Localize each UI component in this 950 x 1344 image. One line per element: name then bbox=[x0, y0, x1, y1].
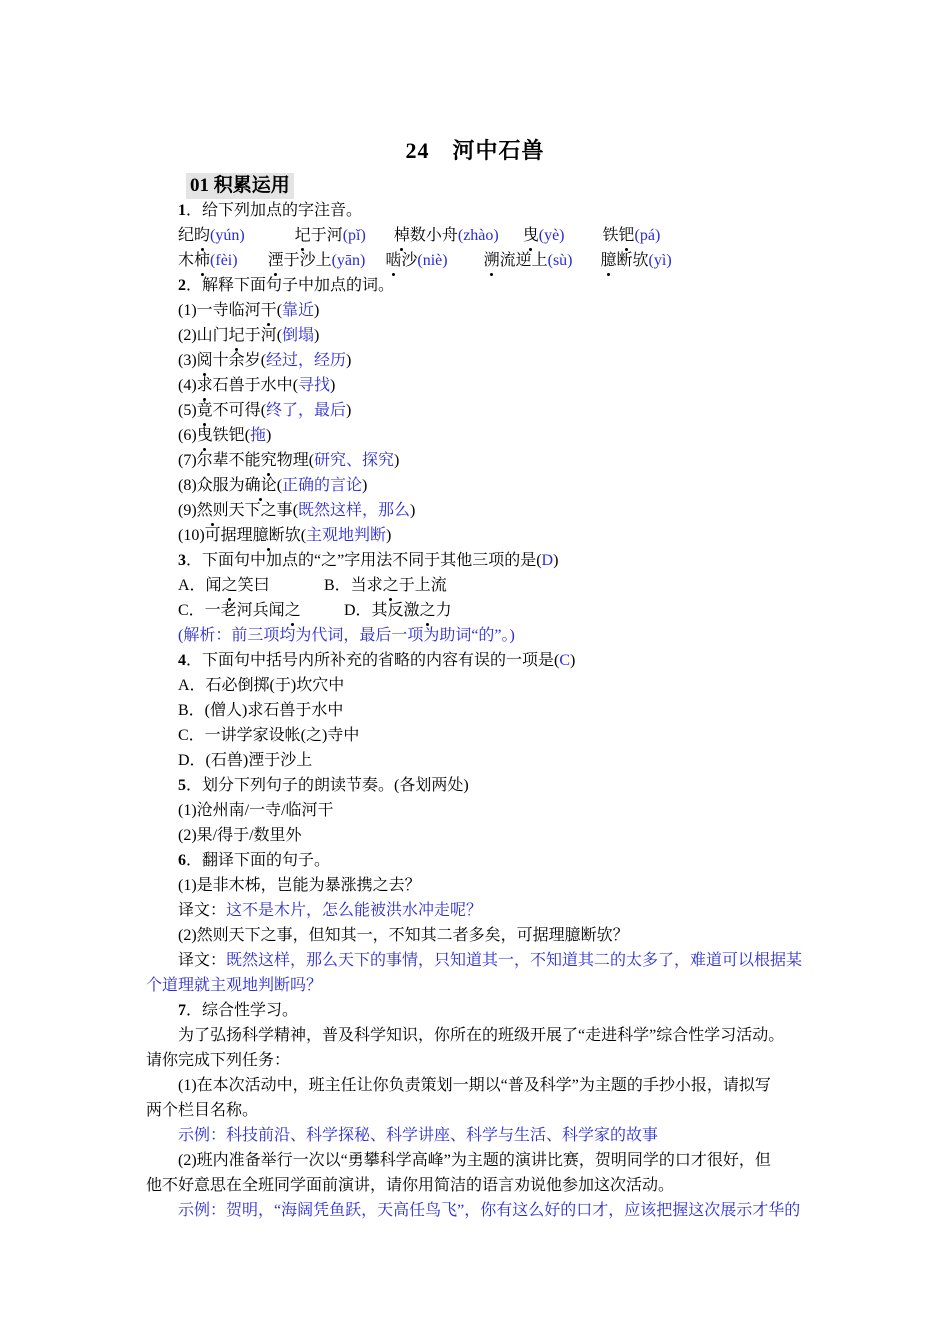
q1-item: 圮于河(pǐ) bbox=[295, 227, 366, 244]
q1-item: 铁钯(pá) bbox=[603, 227, 661, 244]
q2-item: (1)一寺临河干(靠近) bbox=[146, 298, 816, 323]
q3-options-ab bbox=[146, 573, 816, 598]
q2-item: (4)求石兽于水中(寻找) bbox=[146, 373, 816, 398]
q1-row2 bbox=[146, 248, 816, 273]
q2-item: (7)尔辈不能究物理(研究、探究) bbox=[146, 448, 816, 473]
q6-sentence: (2)然则天下之事，但知其一，不知其二者多矣，可据理臆断欤？ bbox=[178, 927, 629, 944]
q5-stem: 5．划分下列句子的朗读节奏。(各划两处) bbox=[178, 777, 469, 794]
q7-stem: 7．综合性学习。 bbox=[178, 1002, 299, 1019]
q7-task1-cont: 两个栏目名称。 bbox=[146, 1102, 259, 1119]
q6-translation: 译文：既然这样，那么天下的事情，只知道其一，不知道其二的太多了，难道可以根据某 bbox=[178, 952, 803, 969]
q7-task2: (2)班内准备举行一次以“勇攀科学高峰”为主题的演讲比赛，贺明同学的口才很好，但 bbox=[178, 1152, 771, 1169]
q5-item: (2)果/得于/数里外 bbox=[178, 827, 302, 844]
q1-item: 湮于沙上(yān) bbox=[268, 252, 366, 269]
q6-translation-cont: 个道理就主观地判断吗？ bbox=[146, 977, 323, 994]
q4-option: D．(石兽)湮于沙上 bbox=[178, 752, 313, 769]
q1-item: 啮沙(niè) bbox=[385, 252, 447, 269]
q3-option-b: B．当求之于上流 bbox=[324, 577, 447, 594]
q1-item: 纪昀(yún) bbox=[178, 227, 245, 244]
q2-item: (8)众服为确论(正确的言论) bbox=[146, 473, 816, 498]
q3-stem: 3．下面句中加点的“之”字用法不同于其他三项的是(D) bbox=[178, 552, 559, 569]
q4-option: B．(僧人)求石兽于水中 bbox=[178, 702, 344, 719]
q1-row1 bbox=[146, 223, 816, 248]
q7-intro: 为了弘扬科学精神，普及科学知识，你所在的班级开展了“走进科学”综合性学习活动。 bbox=[178, 1027, 785, 1044]
q3-analysis: (解析：前三项均为代词，最后一项为助词“的”。) bbox=[178, 627, 515, 644]
q4-option: C．一讲学家设帐(之)寺中 bbox=[178, 727, 360, 744]
q6-stem: 6．翻译下面的句子。 bbox=[178, 852, 331, 869]
page-title: 24 河中石兽 bbox=[405, 138, 545, 163]
q1-item: 溯流逆上(sù) bbox=[484, 252, 573, 269]
q2-item: (6)曳铁钯(拖) bbox=[146, 423, 816, 448]
q5-item: (1)沧州南/一寺/临河干 bbox=[178, 802, 334, 819]
q2-item: (9)然则天下之事(既然这样，那么) bbox=[146, 498, 816, 523]
section-heading: 01 积累运用 bbox=[186, 173, 294, 199]
q7-task2-cont: 他不好意思在全班同学面前演讲，请你用简洁的语言劝说他参加这次活动。 bbox=[146, 1177, 675, 1194]
q7-task1: (1)在本次活动中，班主任让你负责策划一期以“普及科学”为主题的手抄小报，请拟写 bbox=[178, 1077, 771, 1094]
q2-item: (10)可据理臆断欤(主观地判断) bbox=[146, 523, 816, 548]
q4-option: A．石必倒掷(于)坎穴中 bbox=[178, 677, 345, 694]
q3-options-cd bbox=[146, 598, 816, 623]
q6-translation: 译文：这不是木片，怎么能被洪水冲走呢？ bbox=[178, 902, 483, 919]
q2-item: (2)山门圮于河(倒塌) bbox=[146, 323, 816, 348]
q7-answer1: 示例：科技前沿、科学探秘、科学讲座、科学与生活、科学家的故事 bbox=[178, 1127, 659, 1144]
q2-item: (5)竟不可得(终了，最后) bbox=[146, 398, 816, 423]
q1-item: 曳(yè) bbox=[523, 227, 565, 244]
q1-item: 臆断欤(yì) bbox=[601, 252, 672, 269]
q7-intro-cont: 请你完成下列任务： bbox=[146, 1052, 291, 1069]
q3-option-a: A．闻之笑曰 bbox=[178, 573, 324, 598]
q4-stem: 4．下面句中括号内所补充的省略的内容有误的一项是(C) bbox=[178, 652, 576, 669]
q3-option-d: D．其反激之力 bbox=[344, 602, 452, 619]
q1-item: 棹数小舟(zhào) bbox=[394, 227, 499, 244]
q1-item: 木柿(fèi) bbox=[178, 252, 238, 269]
q3-option-c: C．一老河兵闻之 bbox=[178, 598, 344, 623]
q2-stem: 2．解释下面句子中加点的词。 bbox=[178, 277, 395, 294]
q2-item: (3)阅十余岁(经过，经历) bbox=[146, 348, 816, 373]
q6-sentence: (1)是非木柹，岂能为暴涨携之去？ bbox=[178, 877, 421, 894]
q1-stem: 1．给下列加点的字注音。 bbox=[178, 202, 363, 219]
content bbox=[146, 198, 816, 1223]
q7-answer2: 示例：贺明，“海阔凭鱼跃，天高任鸟飞”，你有这么好的口才，应该把握这次展示才华的 bbox=[178, 1202, 801, 1219]
